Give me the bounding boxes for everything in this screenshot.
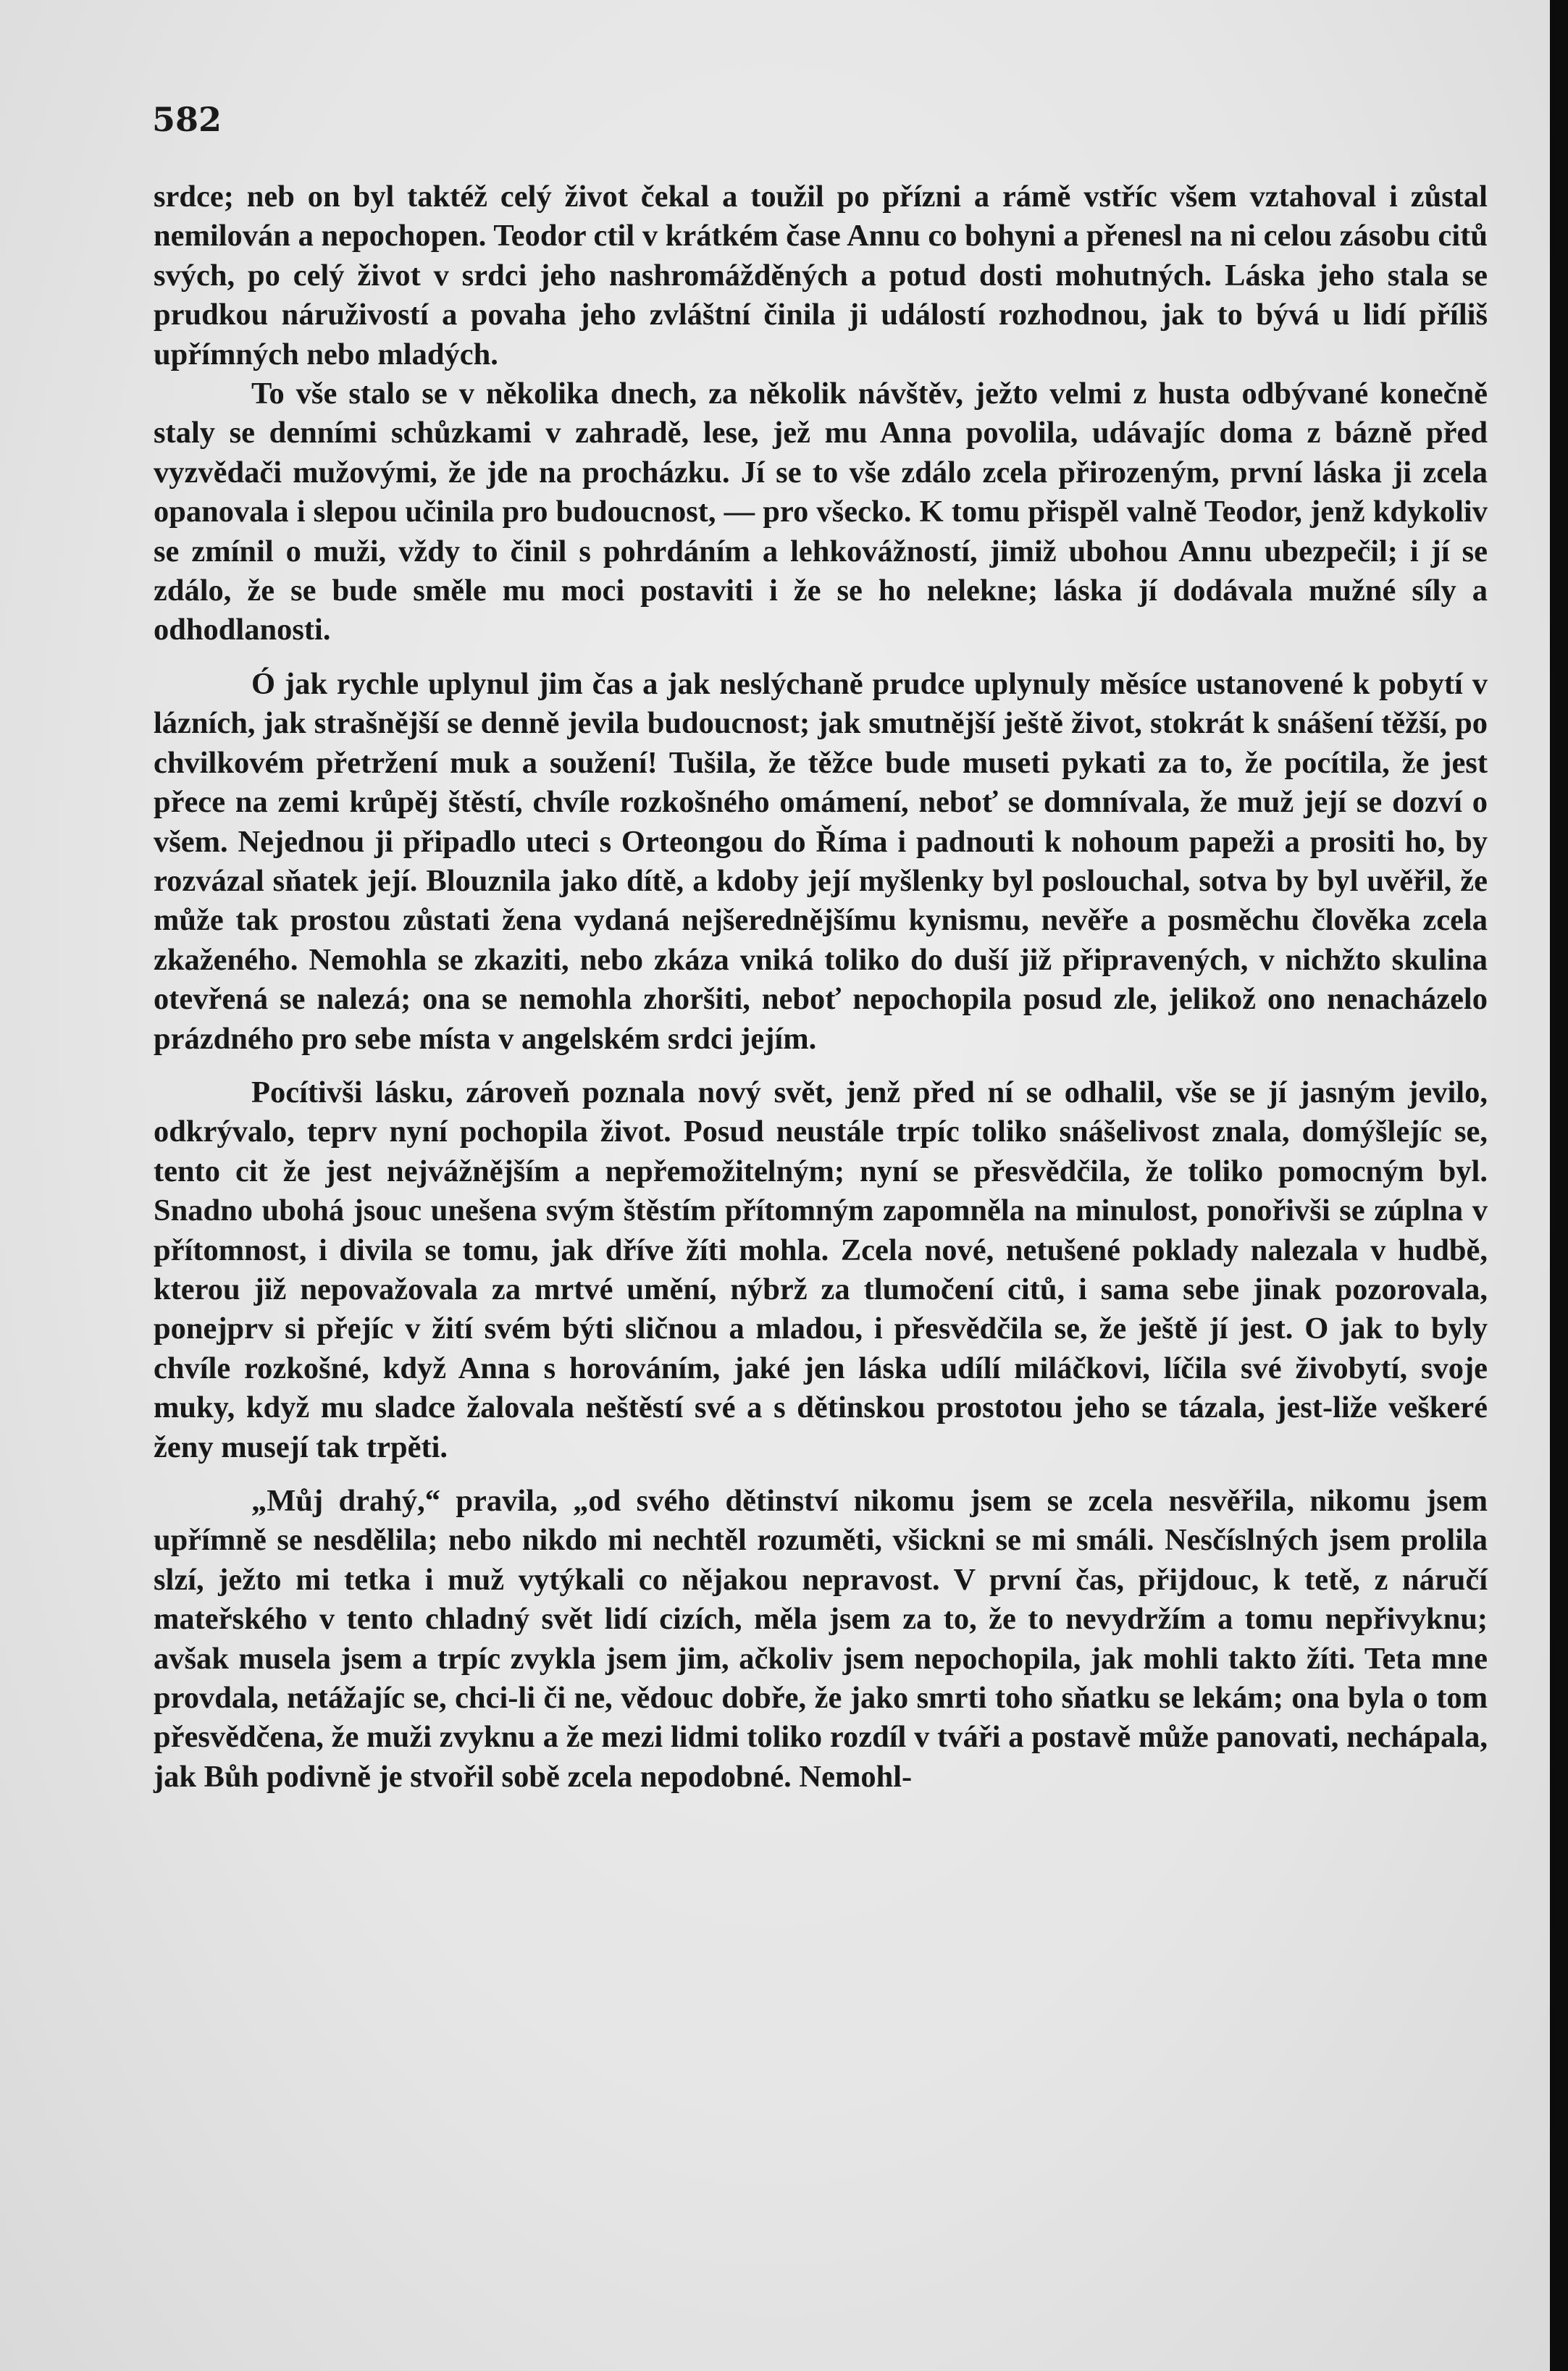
paragraph-3: Ó jak rychle uplynul jim čas a jak neslýchaně prudce uplynuly měsíce ustanovené k pobytí v lázních, jak strašnější se denně jevila budoucnost; jak smutnější ještě život, stokrát k snášení těžší, po chvilkovém přetržení muk a soužení! Tušila, že těžce bude museti pykati za to, že pocítila, že jest přece na zemi krůpěj štěstí, chvíle rozkošného omámení, neboť se domnívala, že muž její se dozví o všem. Nejednou ji připadlo uteci s Orteongou do Říma i padnouti k nohoum papeži a prositi ho, by rozvázal sňatek její. Blouznila jako dítě, a kdoby její myšlenky byl poslouchal, sotva by byl uvěřil, že může tak prostou zůstati žena vydaná nejšerednějšímu kynismu, nevěře a posměchu člověka zcela zkaženého. Nemohla se zkaziti, nebo zkáza vniká toliko do duší již připravených, v nichžto skulina otevřená se nalezá; ona se nemohla zhoršiti, neboť nepochopila posud zle, jelikož ono nenacházelo prázdného pro sebe místa v angelském srdci jejím. xyxy=(154,666,1488,1056)
paragraph-4: Pocítivši lásku, zároveň poznala nový svět, jenž před ní se odhalil, vše se jí jasným jevilo, odkrývalo, teprv nyní pochopila život. Posud neustále trpíc toliko snášelivost znala, domýšlejíc se, tento cit že jest nejvážnějším a nepřemožitelným; nyní se přesvědčila, že toliko pomocným byl. Snadno ubohá jsouc unešena svým štěstím přítomným zapomněla na minulost, ponořivši se zúplna v přítomnost, i divila se tomu, jak dříve žíti mohla. Zcela nové, netušené poklady nalezala v hudbě, kterou již nepovažovala za mrtvé umění, nýbrž za tlumočení citů, i sama sebe jinak pozorovala, ponejprv si přejíc v žití svém býti sličnou a mladou, i přesvědčila se, že ještě jí jest. O jak to byly chvíle rozkošné, když Anna s horováním, jaké jen láska udílí miláčkovi, líčila své živobytí, svoje muky, když mu sladce žalovala neštěstí své a s dětinskou prostotou jeho se tázala, jest-liže veškeré ženy musejí tak trpěti. xyxy=(154,1075,1488,1464)
paragraph-2: To vše stalo se v několika dnech, za několik návštěv, ježto velmi z husta odbývané konečně staly se denními schůzkami v zahradě, lese, jež mu Anna povolila, udávajíc doma z bázně před vyzvědači mužovými, že jde na procházku. Jí se to vše zdálo zcela přirozeným, první láska ji zcela opanovala i slepou učinila pro budoucnost, — pro všecko. K tomu přispěl valně Teodor, jenž kdykoliv se zmínil o muži, vždy to činil s pohrdáním a lehkovážností, jimiž ubohou Annu ubezpečil; i jí se zdálo, že se bude směle mu moci postaviti i že se ho nelekne; láska jí dodávala mužné síly a odhodlanosti. xyxy=(154,377,1488,647)
paragraph-5: „Můj drahý,“ pravila, „od svého dětinství nikomu jsem se zcela nesvěřila, nikomu jsem upřímně se nesdělila; nebo nikdo mi nechtěl rozuměti, všickni se mi smáli. Nesčíslných jsem prolila slzí, ježto mi tetka i muž vytýkali co nějakou nepravost. V první čas, přijdouc, k tetě, z náručí mateřského v tento chladný svět lidí cizích, měla jsem za to, že to nevydržím a tomu nepřivyknu; avšak musela jsem a trpíc zvykla jsem jim, ačkoliv jsem nepochopila, jak mohli takto žíti. Teta mne provdala, netážajíc se, chci-li či ne, vědouc dobře, že jako smrti toho sňatku se lekám; ona byla o tom přesvědčena, že muži zvyknu a že mezi lidmi toliko rozdíl v tváři a postavě může panovati, nechápala, jak Bůh podivně je stvořil sobě zcela nepodobné. Nemohl- xyxy=(154,1484,1488,1794)
page-number: 582 xyxy=(152,100,222,139)
body-text xyxy=(154,177,1488,1797)
paragraph-1: srdce; neb on byl taktéž celý život čekal a toužil po přízni a rámě vstříc všem vztahoval i zůstal nemilován a nepochopen. Teodor ctil v krátkém čase Annu co bohyni a přenesl na ni celou zásobu citů svých, po celý život v srdci jeho nashromážděných a potud dosti mohutných. Láska jeho stala se prudkou náruživostí a povaha jeho zvláštní činila ji událostí rozhodnou, jak to bývá u lidí příliš upřímných nebo mladých. xyxy=(154,180,1488,372)
